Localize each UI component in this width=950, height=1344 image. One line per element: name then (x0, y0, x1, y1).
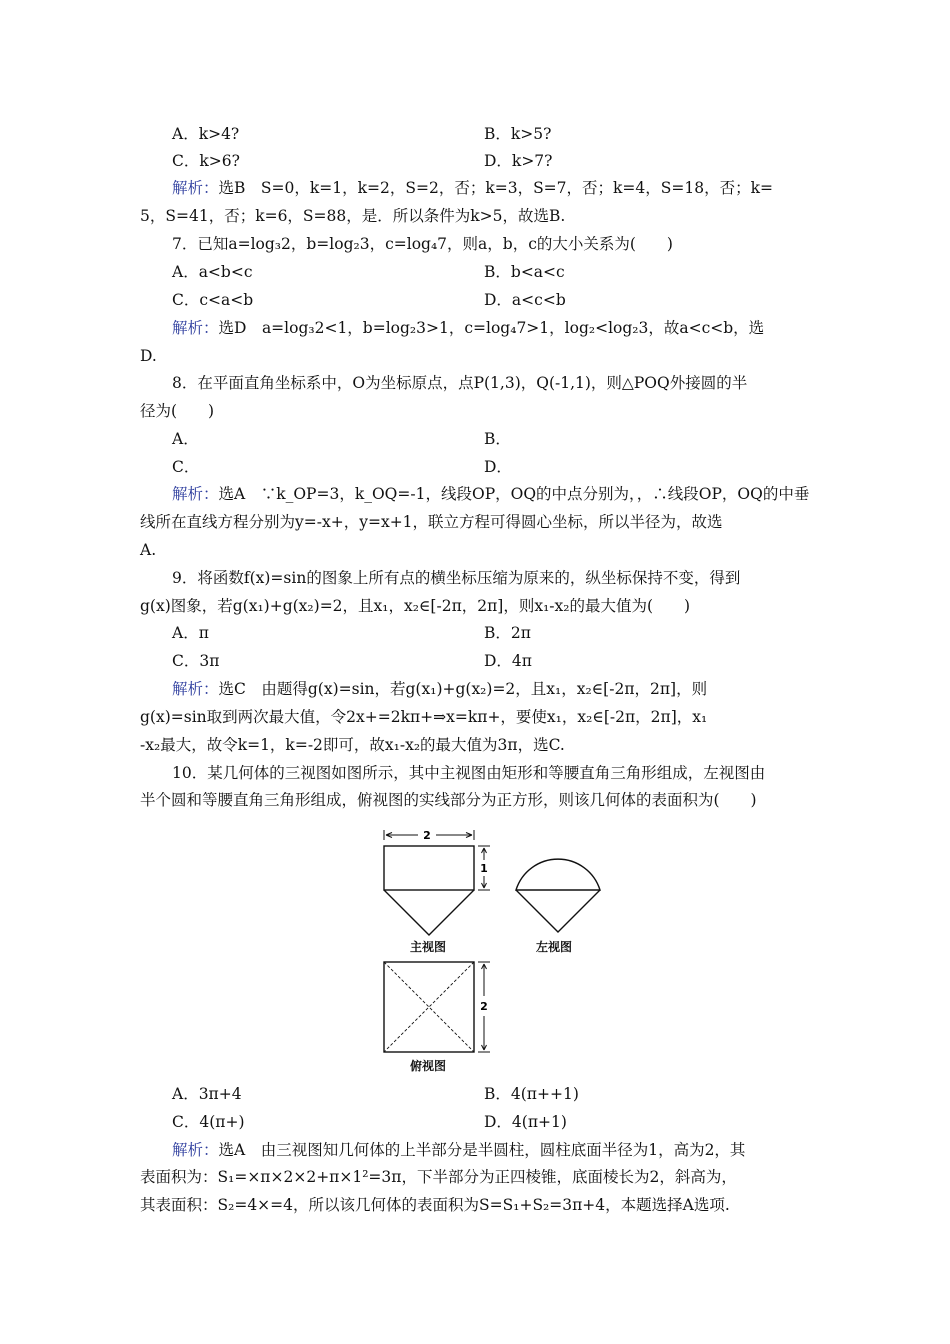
q9-option-b: B．2π (484, 624, 531, 642)
q6-solution-line-2: 5，S=41，否；k=6，S=88，是．所以条件为k>5，故选B. (140, 207, 566, 225)
q10-stem-line-2: 半个圆和等腰直角三角形组成，俯视图的实线部分为正方形，则该几何体的表面积为( ) (140, 791, 757, 809)
q6-option-d: D．k>7? (484, 152, 553, 170)
side-view (516, 859, 600, 932)
top-view (384, 962, 474, 1052)
q8-option-b: B． (484, 430, 511, 448)
q10-option-b: B．4(π++1) (484, 1085, 579, 1103)
three-view-drawing (370, 826, 610, 1076)
q6-option-a: A．k>4? (172, 125, 240, 143)
q7-option-b: B．b<a<c (484, 263, 565, 281)
q8-option-a: A． (172, 430, 199, 448)
solution-label: 解析： (172, 319, 219, 337)
solution-label: 解析： (172, 179, 219, 197)
q6-option-c: C．k>6? (172, 152, 240, 170)
depth-label: 2 (480, 1000, 488, 1013)
height-label: 1 (480, 862, 488, 875)
q10-solution-line-3: 其表面积：S₂=4×=4，所以该几何体的表面积为S=S₁+S₂=3π+4，本题选择A选项. (140, 1196, 730, 1214)
width-label: 2 (423, 829, 431, 842)
top-view-caption: 俯视图 (410, 1059, 447, 1073)
q9-solution-line-2: g(x)=sin取到两次最大值，令2x+=2kπ+⇒x=kπ+，要使x₁，x₂∈[-2π，2π]，x₁ (140, 708, 708, 726)
q10-solution-line-1: 解析：选A 由三视图知几何体的上半部分是半圆柱，圆柱底面半径为1，高为2，其 (172, 1141, 746, 1159)
q8-solution-line-3: A. (140, 541, 157, 559)
q8-option-d: D． (484, 458, 512, 476)
q9-option-d: D．4π (484, 652, 532, 670)
side-view-caption: 左视图 (536, 940, 573, 954)
q10-solution-line-2: 表面积为：S₁=×π×2×2+π×1²=3π，下半部分为正四棱锥，底面棱长为2，斜高为， (140, 1168, 737, 1186)
q9-solution-line-3: -x₂最大，故令k=1，k=-2即可，故x₁-x₂的最大值为3π，选C. (140, 736, 565, 754)
q8-solution-line-2: 线所在直线方程分别为y=-x+，y=x+1，联立方程可得圆心坐标，所以半径为，故选 (140, 513, 723, 531)
solution-label: 解析： (172, 680, 219, 698)
front-view (384, 846, 474, 935)
q10-stem-line-1: 10．某几何体的三视图如图所示，其中主视图由矩形和等腰直角三角形组成，左视图由 (172, 764, 766, 782)
q6-option-b: B．k>5? (484, 125, 552, 143)
q9-option-c: C．3π (172, 652, 220, 670)
q7-stem: 7．已知a=log₃2，b=log₂3，c=log₄7，则a，b，c的大小关系为( ) (172, 235, 673, 253)
q6-solution-line-1: 解析：选B S=0，k=1，k=2，S=2，否；k=3，S=7，否；k=4，S=18，否；k= (172, 179, 773, 197)
q7-option-c: C．c<a<b (172, 291, 254, 309)
q9-stem-line-1: 9．将函数f(x)=sin的图象上所有点的横坐标压缩为原来的，纵坐标保持不变，得到 (172, 569, 741, 587)
three-view-figure (370, 826, 610, 1076)
q7-solution-line-1: 解析：选D a=log₃2<1，b=log₂3>1，c=log₄7>1，log₂<log₂3，故a<c<b，选 (172, 319, 765, 337)
front-view-caption: 主视图 (410, 940, 447, 954)
q8-solution-line-1: 解析：选A ∵k_OP=3，k_OQ=-1，线段OP，OQ的中点分别为，，∴线段OP，OQ的中垂 (172, 485, 810, 503)
solution-label: 解析： (172, 485, 219, 503)
q8-stem-line-1: 8．在平面直角坐标系中，O为坐标原点，点P(1,3)，Q(-1,1)，则△POQ外接圆的半 (172, 374, 748, 392)
q9-solution-line-1: 解析：选C 由题得g(x)=sin，若g(x₁)+g(x₂)=2，且x₁，x₂∈[-2π，2π]，则 (172, 680, 708, 698)
q10-option-c: C．4(π+) (172, 1113, 245, 1131)
q10-option-a: A．3π+4 (172, 1085, 242, 1103)
q10-option-d: D．4(π+1) (484, 1113, 567, 1131)
q7-option-d: D．a<c<b (484, 291, 566, 309)
q8-option-c: C． (172, 458, 200, 476)
q7-solution-line-2: D. (140, 347, 157, 365)
q8-stem-line-2: 径为( ) (140, 402, 215, 420)
solution-label: 解析： (172, 1141, 219, 1159)
q7-option-a: A．a<b<c (172, 263, 253, 281)
q9-option-a: A．π (172, 624, 209, 642)
q9-stem-line-2: g(x)图象，若g(x₁)+g(x₂)=2，且x₁，x₂∈[-2π，2π]，则x₁-x₂的最大值为( ) (140, 597, 691, 615)
